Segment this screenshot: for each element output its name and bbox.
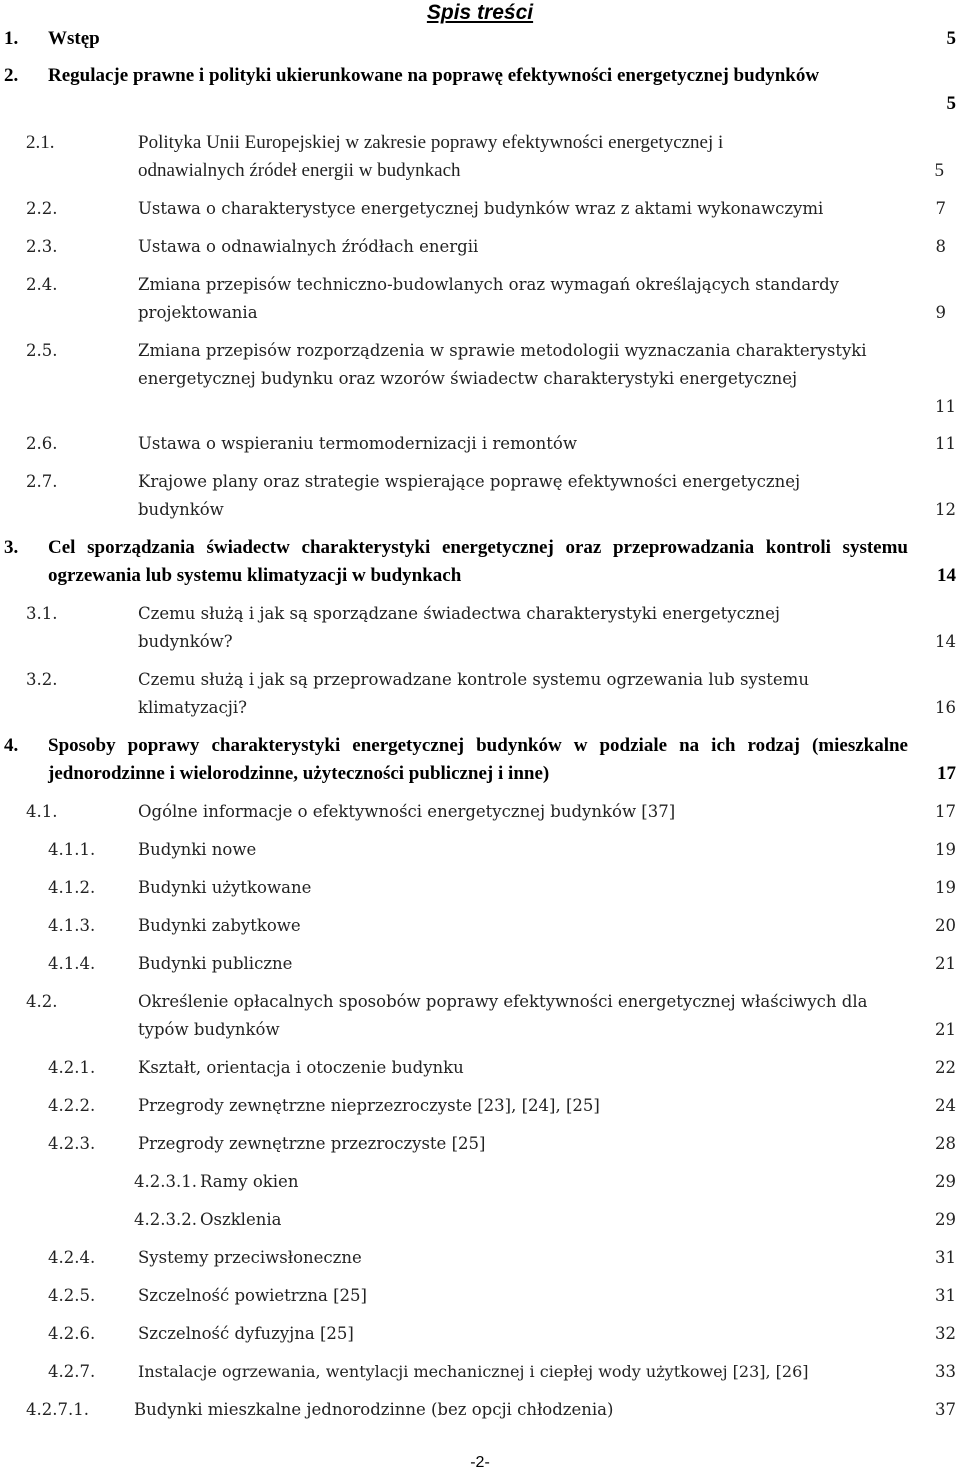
toc-entry-title: Szczelność powietrzna [25] xyxy=(138,1286,367,1305)
toc-entry-page: 8 xyxy=(935,237,946,256)
toc-entry-page: 5 xyxy=(946,93,956,114)
toc-entry-page: 22 xyxy=(935,1058,956,1077)
page-number: -2- xyxy=(470,1454,490,1471)
toc-entry-number: 4.2.3.2. xyxy=(134,1210,197,1229)
toc-entry-number: 2.6. xyxy=(26,434,58,453)
toc-entry-title: Kształt, orientacja i otoczenie budynku xyxy=(138,1058,464,1077)
toc-entry-title: Budynki nowe xyxy=(138,840,257,859)
toc-entry-page: 37 xyxy=(935,1400,956,1419)
toc-entry-page: 31 xyxy=(935,1248,956,1267)
toc-entry-page: 29 xyxy=(935,1172,956,1191)
toc-entry-title: Budynki zabytkowe xyxy=(138,916,301,935)
toc-entry-title: Szczelność dyfuzyjna [25] xyxy=(138,1324,354,1343)
toc-entry-page: 5 xyxy=(934,160,944,181)
toc-entry-number: 4.2.6. xyxy=(48,1324,96,1343)
toc-entry-title: Ustawa o charakterystyce energetycznej budynków wraz z aktami wykonawczymi xyxy=(138,199,824,218)
toc-entry-page: 12 xyxy=(935,500,956,519)
toc-entry-number: 3. xyxy=(4,537,19,558)
toc-entry-number: 4.1.4. xyxy=(48,954,96,973)
toc-entry-title: Określenie opłacalnych sposobów poprawy efektywności energetycznej właściwych dla typów budynków xyxy=(138,992,873,1039)
toc-entry-title: Czemu służą i jak są przeprowadzane kontrole systemu ogrzewania lub systemu klimatyzacji? xyxy=(138,670,815,717)
toc-entry-number: 2. xyxy=(4,65,19,86)
toc-entry-page: 21 xyxy=(935,954,956,973)
toc-entry-number: 4.1.1. xyxy=(48,840,96,859)
toc-entry-title: Sposoby poprawy charakterystyki energetycznej budynków w podziale na ich rodzaj (mieszkalne jednorodzinne i wielorodzinne, użyteczności publicznej i inne) xyxy=(48,735,913,784)
toc-entry-title: Ustawa o wspieraniu termomodernizacji i remontów xyxy=(138,434,577,453)
toc-entry-title: Regulacje prawne i polityki ukierunkowane na poprawę efektywności energetycznej budynków xyxy=(48,65,820,86)
toc-entry-number: 3.1. xyxy=(26,604,58,623)
toc-entry-page: 16 xyxy=(935,698,956,717)
toc-entry-title: Zmiana przepisów techniczno-budowlanych oraz wymagań określających standardy projektowania xyxy=(138,275,845,322)
toc-entry-page: 14 xyxy=(937,565,956,586)
toc-entry-title: Instalacje ogrzewania, wentylacji mechanicznej i ciepłej wody użytkowej [23], [26] xyxy=(138,1362,809,1381)
toc-entry-title: Zmiana przepisów rozporządzenia w sprawie metodologii wyznaczania charakterystyki energetycznej budynku oraz wzorów świadectw charakterystyki energetycznej xyxy=(138,341,872,388)
toc-entry-number: 4. xyxy=(4,735,19,756)
toc-entry-number: 4.2.3.1. xyxy=(134,1172,197,1191)
toc-entry-title: Ramy okien xyxy=(200,1172,299,1191)
toc-entry-page: 11 xyxy=(935,434,956,453)
toc-entry-page: 9 xyxy=(935,303,946,322)
toc-entry-title: Polityka Unii Europejskiej w zakresie poprawy efektywności energetycznej i odnawialnych źródeł energii w budynkach xyxy=(138,132,729,181)
toc-entry-number: 4.1.3. xyxy=(48,916,96,935)
toc-entry-page: 7 xyxy=(935,199,946,218)
toc-entry-number: 4.2.1. xyxy=(48,1058,96,1077)
toc-entry-page: 11 xyxy=(935,397,956,416)
toc-entry-page: 28 xyxy=(935,1134,956,1153)
toc-entry-page: 21 xyxy=(935,1020,956,1039)
toc-entry-page: 5 xyxy=(946,28,956,49)
toc-entry-page: 19 xyxy=(935,878,956,897)
toc-entry-number: 4.2.2. xyxy=(48,1096,96,1115)
toc-entry-page: 31 xyxy=(935,1286,956,1305)
toc-entry-page: 19 xyxy=(935,840,956,859)
toc-entry-page: 17 xyxy=(935,802,956,821)
toc-entry-title: Cel sporządzania świadectw charakterystyki energetycznej oraz przeprowadzania kontroli systemu ogrzewania lub systemu klimatyzacji w budynkach xyxy=(48,537,913,586)
toc-entry-number: 4.2.4. xyxy=(48,1248,96,1267)
toc-entry-title: Oszklenia xyxy=(200,1210,282,1229)
toc-entry-page: 33 xyxy=(935,1362,956,1381)
toc-entry-number: 4.2.3. xyxy=(48,1134,96,1153)
toc-entry-page: 14 xyxy=(935,632,956,651)
toc-entry-page: 20 xyxy=(935,916,956,935)
toc-entry-number: 4.1.2. xyxy=(48,878,96,897)
toc-entry-title: Budynki publiczne xyxy=(138,954,293,973)
toc-entry-page: 32 xyxy=(935,1324,956,1343)
toc-entry-title: Systemy przeciwsłoneczne xyxy=(138,1248,362,1267)
toc-entry-number: 2.1. xyxy=(26,132,55,153)
toc-entry-title: Czemu służą i jak są sporządzane świadectwa charakterystyki energetycznej budynków? xyxy=(138,604,786,651)
toc-entry-number: 4.1. xyxy=(26,802,58,821)
toc-entry-number: 4.2. xyxy=(26,992,58,1011)
toc-entry-number: 2.4. xyxy=(26,275,58,294)
toc-entry-title: Przegrody zewnętrzne nieprzezroczyste [23], [24], [25] xyxy=(138,1096,600,1115)
toc-entry-page: 17 xyxy=(937,763,956,784)
toc-entry-page: 24 xyxy=(935,1096,956,1115)
toc-entry-title: Krajowe plany oraz strategie wspierające poprawę efektywności energetycznej budynków xyxy=(138,472,806,519)
toc-entry-page: 29 xyxy=(935,1210,956,1229)
toc-entry-title: Budynki mieszkalne jednorodzinne (bez opcji chłodzenia) xyxy=(134,1400,614,1419)
toc-entry-title: Przegrody zewnętrzne przezroczyste [25] xyxy=(138,1134,486,1153)
toc-entry-title: Budynki użytkowane xyxy=(138,878,312,897)
toc-entry-number: 2.3. xyxy=(26,237,58,256)
toc-entry-number: 2.2. xyxy=(26,199,58,218)
toc-entry-number: 4.2.7. xyxy=(48,1362,96,1381)
toc-entry-number: 3.2. xyxy=(26,670,58,689)
toc-entry-number: 4.2.7.1. xyxy=(26,1400,89,1419)
toc-entry-title: Ustawa o odnawialnych źródłach energii xyxy=(138,237,479,256)
toc-entry-title: Ogólne informacje o efektywności energetycznej budynków [37] xyxy=(138,802,676,821)
toc-entry-number: 1. xyxy=(4,28,19,49)
toc-entry-number: 2.7. xyxy=(26,472,58,491)
toc-entry-number: 2.5. xyxy=(26,341,58,360)
toc-entry-title: Wstęp xyxy=(48,28,100,49)
toc-entry-number: 4.2.5. xyxy=(48,1286,96,1305)
page-title: Spis treści xyxy=(426,1,534,24)
